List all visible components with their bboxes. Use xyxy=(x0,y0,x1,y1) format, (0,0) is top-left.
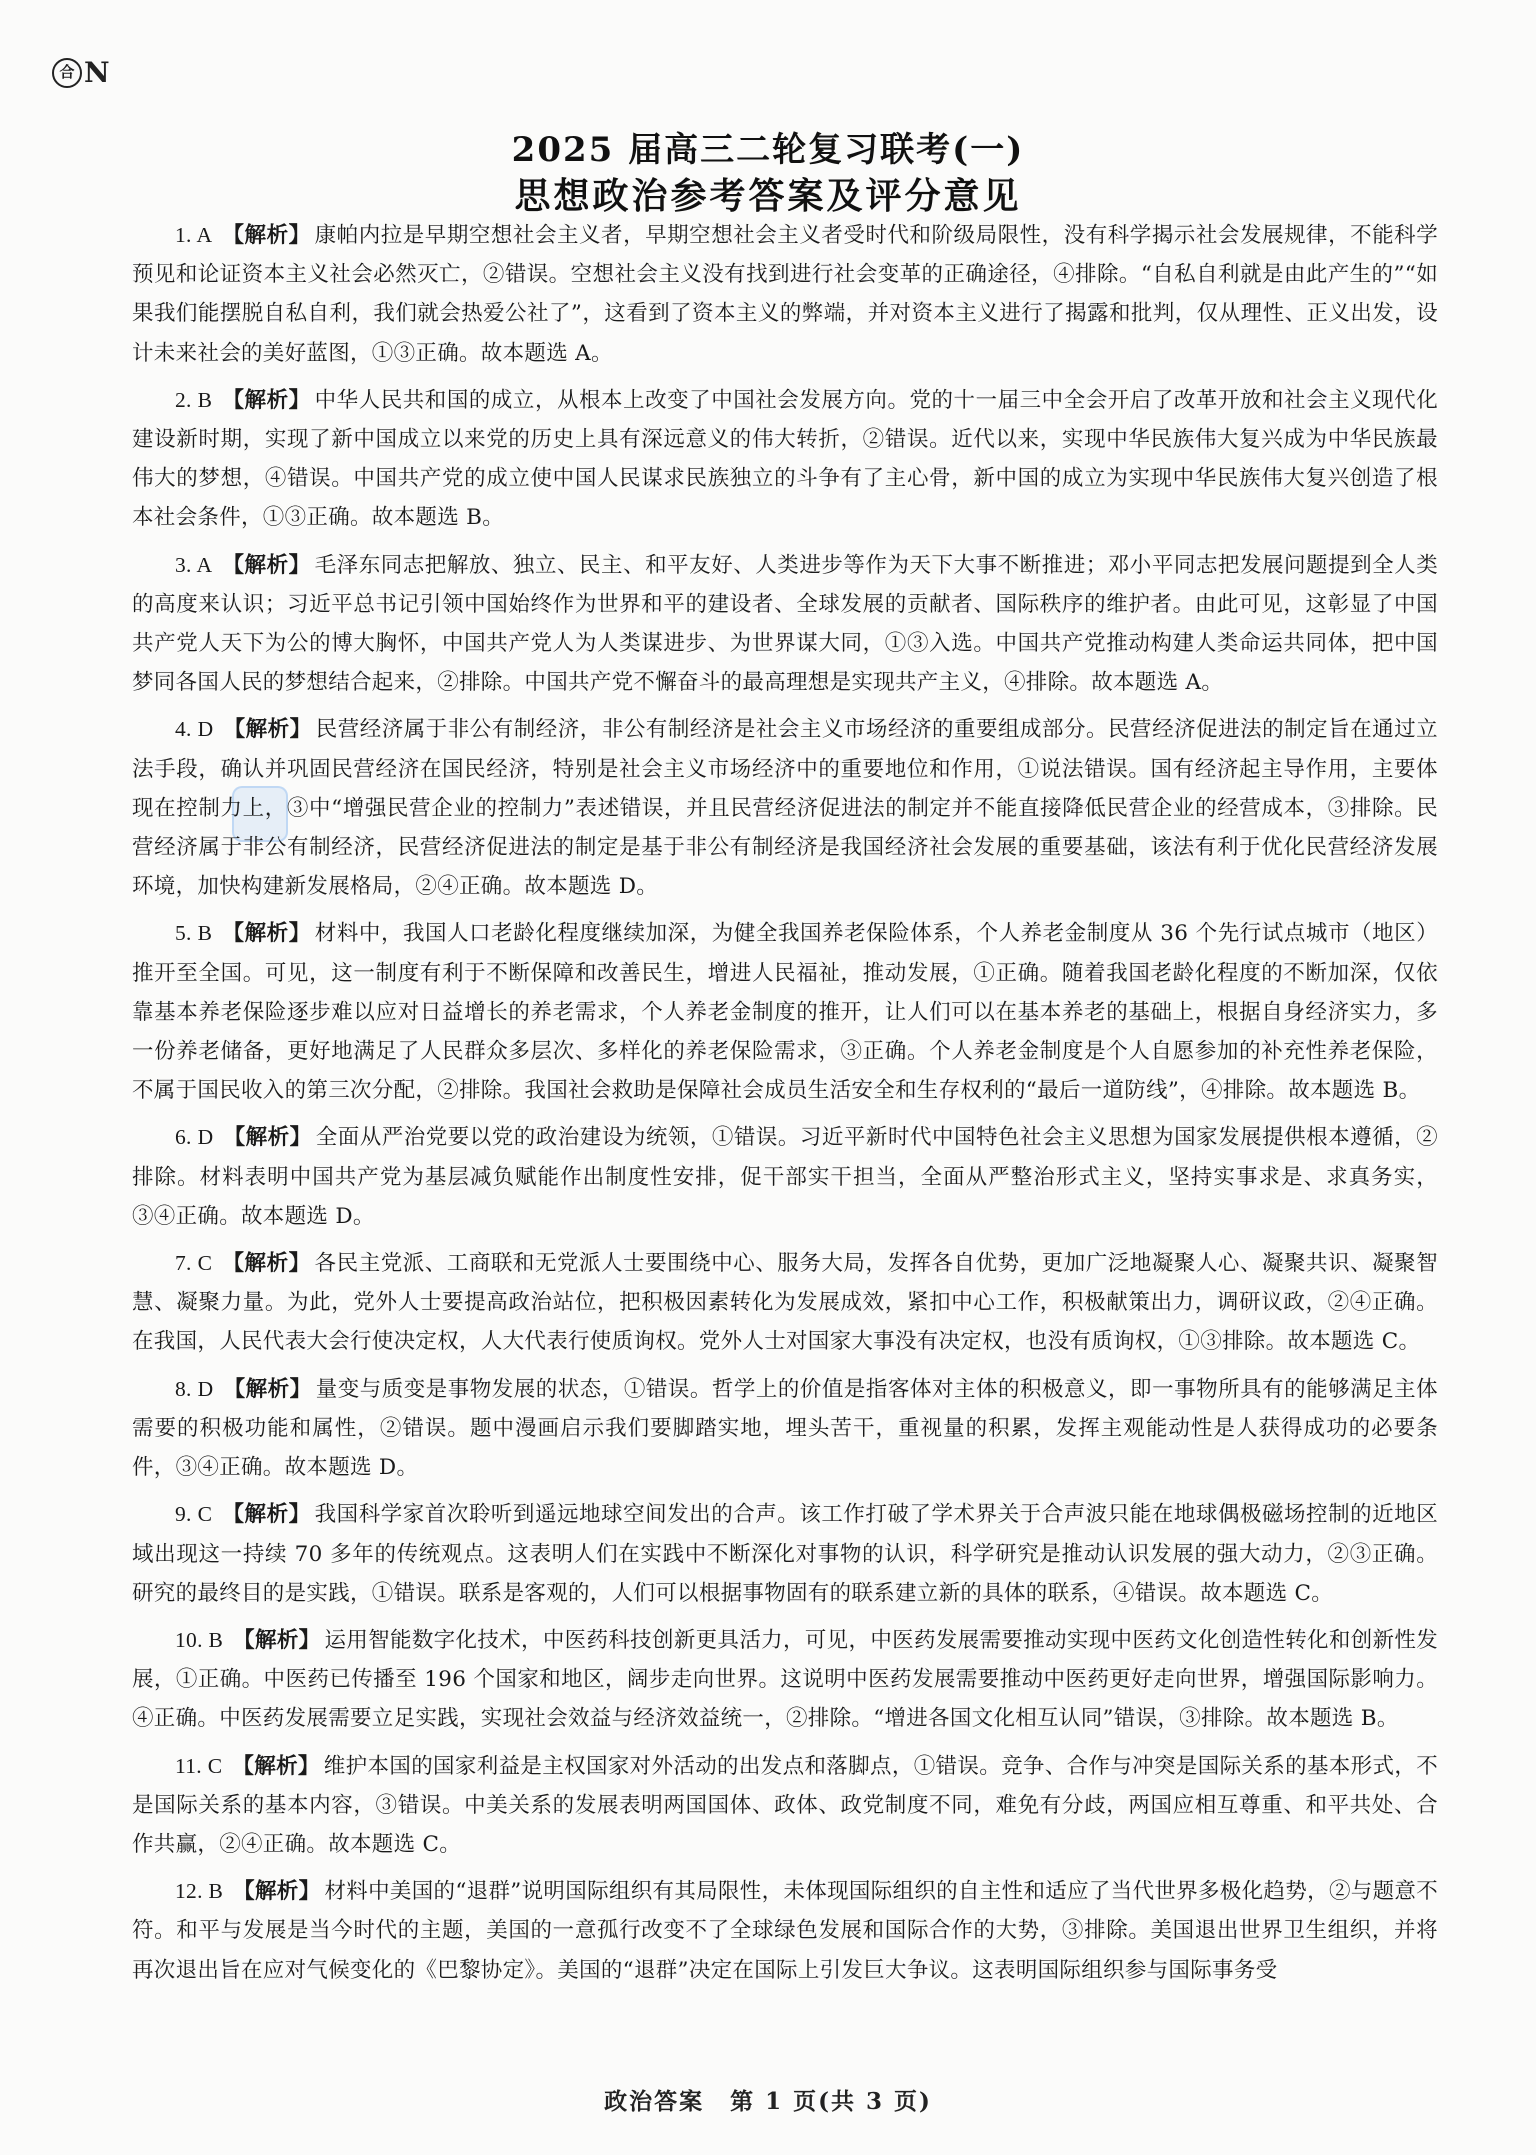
analysis-tag: 【解析】 xyxy=(223,717,312,743)
analysis-tag: 【解析】 xyxy=(223,1376,312,1402)
answers-body xyxy=(132,216,1438,1998)
answer-number: 1. A xyxy=(175,223,213,247)
answer-number: 12. B xyxy=(175,1879,224,1904)
analysis-tag: 【解析】 xyxy=(232,1753,320,1779)
answer-text: 我国科学家首次聆听到遥远地球空间发出的合声。该工作打破了学术界关于合声波只能在地球偶极磁场控制的近地区域出现这一持续 70 多年的传统观点。这表明人们在实践中不断深化对事物的认识，科学研究是推动认识发展的强大动力，②③正确。研究的最终目的是实践，①错误。联系是客观的，人们可以根据事物固有的联系建立新的具体的联系，④错误。故本题选 C。 xyxy=(132,1502,1438,1606)
answer-item xyxy=(132,1872,1438,1990)
answer-text: 运用智能数字化技术，中医药科技创新更具活力，可见，中医药发展需要推动实现中医药文化创造性转化和创新性发展，①正确。中医药已传播至 196 个国家和地区，阔步走向世界。这说明中医药发展需要推动中医药更好走向世界，增强国际影响力。④正确。中医药发展需要立足实践，实现社会效益与经济效益统一，②排除。“增进各国文化相互认同”错误，③排除。故本题选 B。 xyxy=(132,1627,1438,1732)
answer-text: 康帕内拉是早期空想社会主义者，早期空想社会主义者受时代和阶级局限性，没有科学揭示社会发展规律，不能科学预见和论证资本主义社会必然灭亡，②错误。空想社会主义没有找到进行社会变革的正确途径，④排除。“自私自利就是由此产生的”“如果我们能摆脱自私自利，我们就会热爱公社了”，这看到了资本主义的弊端，并对资本主义进行了揭露和批判，仅从理性、正义出发，设计未来社会的美好蓝图，①③正确。故本题选 A。 xyxy=(132,223,1438,366)
analysis-tag: 【解析】 xyxy=(233,1627,321,1653)
answer-text: 民营经济属于非公有制经济，非公有制经济是社会主义市场经济的重要组成部分。民营经济促进法的制定旨在通过立法手段，确认并巩固民营经济在国民经济，特别是社会主义市场经济中的重要地位和作用，①说法错误。国有经济起主导作用，主要体现在控制力上，③中“增强民营企业的控制力”表述错误，并且民营经济促进法的制定并不能直接降低民营企业的经营成本，③排除。民营经济属于非公有制经济，民营经济促进法的制定是基于非公有制经济是我国经济社会发展的重要基础，该法有利于优化民营经济发展环境，加快构建新发展格局，②④正确。故本题选 D。 xyxy=(132,717,1438,900)
answer-number: 9. C xyxy=(175,1502,213,1527)
analysis-tag: 【解析】 xyxy=(222,921,311,947)
answer-number: 4. D xyxy=(175,717,214,742)
corner-logo xyxy=(52,56,110,89)
answer-item xyxy=(132,546,1438,703)
page-footer xyxy=(0,2083,1536,2116)
footer-subject: 政治答案 xyxy=(604,2088,705,2115)
analysis-tag: 【解析】 xyxy=(222,1251,311,1277)
answer-item xyxy=(132,1370,1438,1488)
answer-text: 各民主党派、工商联和无党派人士要围绕中心、服务大局，发挥各自优势，更加广泛地凝聚人心、凝聚共识、凝聚智慧、凝聚力量。为此，党外人士要提高政治站位，把积极因素转化为发展成效，紧扣中心工作，积极献策出力，调研议政，②④正确。在我国，人民代表大会行使决定权，人大代表行使质询权。党外人士对国家大事没有决定权，也没有质询权，①③排除。故本题选 C。 xyxy=(132,1251,1438,1355)
answer-number: 10. B xyxy=(175,1627,224,1652)
answer-number: 2. B xyxy=(175,387,213,412)
analysis-tag: 【解析】 xyxy=(222,1502,311,1528)
analysis-tag: 【解析】 xyxy=(222,552,311,578)
analysis-tag: 【解析】 xyxy=(223,1125,312,1151)
answer-number: 5. B xyxy=(175,921,213,946)
corner-letter: N xyxy=(84,56,110,89)
page-title: 2025 届高三二轮复习联考(一) xyxy=(511,130,1025,170)
answer-item xyxy=(132,1621,1438,1739)
answer-text: 全面从严治党要以党的政治建设为统领，①错误。习近平新时代中国特色社会主义思想为国家发展提供根本遵循，②排除。材料表明中国共产党为基层减负赋能作出制度性安排，促干部实干担当，全面从严整治形式主义，坚持实事求是、求真务实，③④正确。故本题选 D。 xyxy=(132,1125,1438,1229)
answer-text: 中华人民共和国的成立，从根本上改变了中国社会发展方向。党的十一届三中全会开启了改革开放和社会主义现代化建设新时期，实现了新中国成立以来党的历史上具有深远意义的伟大转折，②错误。近代以来，实现中华民族伟大复兴成为中华民族最伟大的梦想，④错误。中国共产党的成立使中国人民谋求民族独立的斗争有了主心骨，新中国的成立为实现中华民族伟大复兴创造了根本社会条件，①③正确。故本题选 B。 xyxy=(132,387,1438,531)
answer-item xyxy=(132,710,1438,906)
answer-number: 11. C xyxy=(175,1753,223,1778)
page-subtitle: 思想政治参考答案及评分意见 xyxy=(514,176,1022,217)
answer-number: 6. D xyxy=(175,1125,214,1150)
answer-item xyxy=(132,1118,1438,1236)
answer-item xyxy=(132,1244,1438,1362)
answer-number: 8. D xyxy=(175,1376,214,1401)
answer-text: 材料中，我国人口老龄化程度继续加深，为健全我国养老保险体系，个人养老金制度从 36 个先行试点城市（地区）推开至全国。可见，这一制度有利于不断保障和改善民生，增进人民福祉，推动发展，①正确。随着我国老龄化程度的不断加深，仅依靠基本养老保险逐步难以应对日益增长的养老需求，个人养老金制度的推开，让人们可以在基本养老的基础上，根据自身经济实力，多一份养老储备，更好地满足了人民群众多层次、多样化的养老保险需求，③正确。个人养老金制度是个人自愿参加的补充性养老保险，不属于国民收入的第三次分配，②排除。我国社会救助是保障社会成员生活安全和生存权利的“最后一道防线”，④排除。故本题选 B。 xyxy=(132,921,1438,1104)
answer-text: 毛泽东同志把解放、独立、民主、和平友好、人类进步等作为天下大事不断推进；邓小平同志把发展问题提到全人类的高度来认识；习近平总书记引领中国始终作为世界和平的建设者、全球发展的贡献者、国际秩序的维护者。由此可见，这彰显了中国共产党人天下为公的博大胸怀，中国共产党人为人类谋进步、为世界谋大同，①③入选。中国共产党推动构建人类命运共同体，把中国梦同各国人民的梦想结合起来，②排除。中国共产党不懈奋斗的最高理想是实现共产主义，④排除。故本题选 A。 xyxy=(132,552,1438,696)
circle-logo-icon: 合 xyxy=(52,58,82,88)
answer-item xyxy=(132,914,1438,1110)
analysis-tag: 【解析】 xyxy=(233,1879,321,1905)
answer-text: 量变与质变是事物发展的状态，①错误。哲学上的价值是指客体对主体的积极意义，即一事物所具有的能够满足主体需要的积极功能和属性，②错误。题中漫画启示我们要脚踏实地，埋头苦干，重视量的积累，发挥主观能动性是人获得成功的必要条件，③④正确。故本题选 D。 xyxy=(132,1376,1438,1481)
answer-number: 7. C xyxy=(175,1251,213,1276)
analysis-tag: 【解析】 xyxy=(222,387,311,413)
answer-number: 3. A xyxy=(175,552,213,577)
answer-text: 材料中美国的“退群”说明国际组织有其局限性，未体现国际组织的自主性和适应了当代世界多极化趋势，②与题意不符。和平与发展是当今时代的主题，美国的一意孤行改变不了全球绿色发展和国际合作的大势，③排除。美国退出世界卫生组织，并将再次退出旨在应对气候变化的《巴黎协定》。美国的“退群”决定在国际上引发巨大争议。这表明国际组织参与国际事务受 xyxy=(132,1879,1439,1983)
answer-item xyxy=(132,1747,1438,1865)
answer-item xyxy=(132,1495,1438,1613)
footer-page-number: 第 1 页(共 3 页) xyxy=(730,2088,932,2115)
analysis-tag: 【解析】 xyxy=(222,223,311,248)
answer-item xyxy=(132,381,1438,538)
answer-text: 维护本国的国家利益是主权国家对外活动的出发点和落脚点，①错误。竞争、合作与冲突是国际关系的基本形式，不是国际关系的基本内容，③错误。中美关系的发展表明两国国体、政体、政党制度不同，难免有分歧，两国应相互尊重、和平共处、合作共赢，②④正确。故本题选 C。 xyxy=(132,1753,1439,1857)
answer-item xyxy=(132,216,1438,373)
